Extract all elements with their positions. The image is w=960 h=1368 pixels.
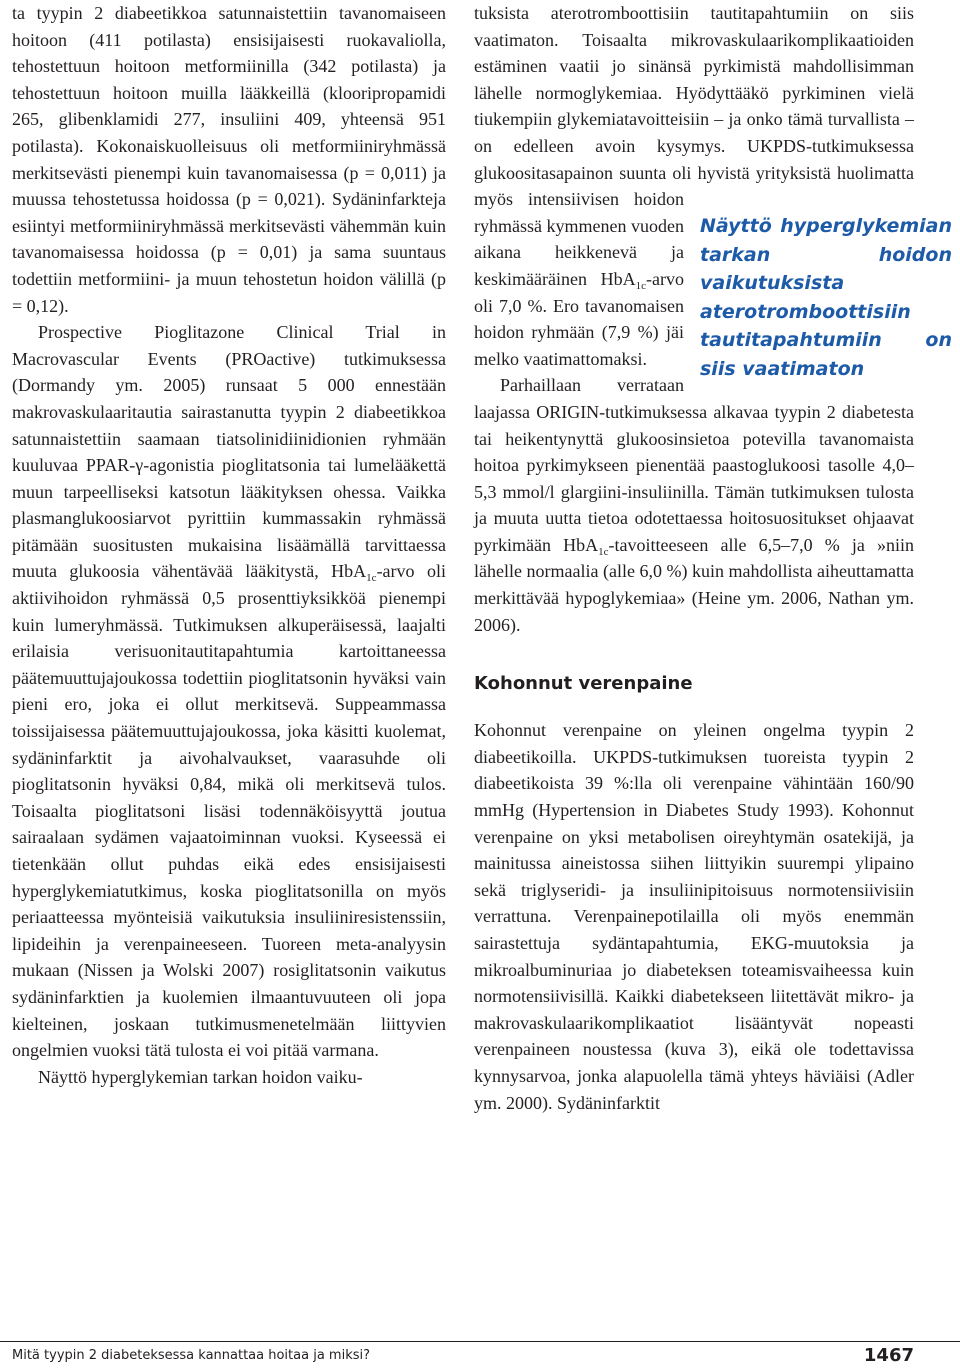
right-column-text [474,0,952,1116]
text-run: -arvo oli aktiivihoidon ryhmässä 0,5 prosenttiyksikköä pienempi kuin lumeryhmässä. Tutkimuksen alkuperäisessä, laajalti erilaisia verisuonitautitapahtumia kartoittaneessa päätemuuttujajoukossa todettiin pioglitatsonin hyväksi vain pieni ero, joka ei ollut merkitsevä. Suppeammassa toissijaisessa päätemuuttujajoukossa, joka käsitti kuolemat, sydäninfarktit ja aivohalvaukset, vaarasuhde oli pioglitatsonin hyväksi 0,84, mikä oli merkitsevä tulos. Toisaalta pioglitatsoni lisäsi todennäköisyyttä joutua sairaalaan sydämen vajaatoiminnan vuoksi. Kyseessä ei tietenkään ollut puhdas eikä edes ensisijaisesti hyperglykemiatutkimus, koska pioglitatsonilla on myös periaatteessa myönteisiä vaikutuksia insuliiniresistenssiin, lipideihin ja verenpaineeseen. Tuoreen meta-analyysin mukaan (Nissen ja Wolski 2007) rosiglitatsonin vaikutus sydäninfarktien ja kuolemien ilmaantuvuuteen oli jopa kielteinen, joskaan tutkimusmenetelmään liittyvien ongelmien vuoksi tätä tulosta ei voi pitää varmana. [12,561,446,1061]
body-paragraph: Näyttö hyperglykemian tarkan hoidon vaiku- [38,1066,363,1087]
text-run: Prospective Pioglitazone Clinical Trial in Macrovascular Events (PROactive) tutkimuksessa (Dormandy ym. 2005) runsaat 5 000 ennestään makrovaskulaaritautia sairastanutta tyypin 2 diabeetikkoa satunnaistettiin saamaan tiatsolinidiinidionien ryhmään kuuluvaa PPAR-γ-agonistia pioglitatsonia tai lumelääkettä muun tarpeelliseksi katsotun lääkityksen ohessa. Vaikka plasmanglukoosiarvot pyrittiin kummassakin ryhmässä pitämään suositusten mukaisina lisäämällä tarvittaessa muuta glukoosia vähentävää lääkitystä, HbA [12,322,446,582]
section-heading: Kohonnut verenpaine [474,673,693,695]
pull-quote: Näyttö hyperglykemian tarkan hoidon vaikutuksista aterotromboottisiin tautitapahtumiin on siis vaatimaton [700,215,952,380]
body-paragraph [12,319,446,1064]
text-run: tuksista aterotromboottisiin tautitapahtumiin on siis vaatimaton. Toisaalta mikrovaskulaarikomplikaatioiden estäminen vaatii jo sinänsä pyrkimistä mahdollisimman lähelle normoglykemiaa. Hyödyttääkö pyrkiminen vielä tiukempiin glykemiatavoitteisiin – ja onko tämä turvallista – on edelleen avoin kysymys. UKPDS-tutkimuksessa glukoositasapainon suunta oli hyvistä yrityksistä huolimatta myös intensiivisen hoidon ryhmässä kymmenen vuoden aikana heikkenevä ja keskimääräinen HbA [474,3,914,289]
body-paragraph [474,372,914,638]
subscript: 1c [598,545,609,558]
subscript: 1c [635,279,647,292]
body-paragraph: ta tyypin 2 diabeetikkoa satunnaistettiin tavanomaiseen hoitoon (411 potilasta) ensisijaisesti ruokavaliolla, tehostettuun hoitoon metformiinilla (342 potilasta) ja tehostettuun hoitoon muilla lääkkeillä (klooripropamidi 265, glibenklamidi 277, insuliini 409, yhteensä 951 potilasta). Kokonaiskuolleisuus oli metformiiniryhmässä merkitsevästi pienempi kuin tavanomaisessa (p = 0,011) ja muussa tehostetussa hoidossa (p = 0,021). Sydäninfarkteja esiintyi metformiiniryhmässä merkitsevästi vähemmän kuin tavanomaisessa hoidossa (p = 0,01) ja sama suuntaus todettiin metformiini- ja muun tehostetun hoidon välillä (p = 0,12). [12,3,446,316]
text-run: -arvo oli 7,0 %. Ero tavanomaisen hoidon ryhmään (7,9 %) jäi melko vaatimattomaksi. [474,268,684,369]
body-paragraph: Kohonnut verenpaine on yleinen ongelma tyypin 2 diabeetikoilla. UKPDS-tutkimuksen tuoreista tyypin 2 diabeetikoista 39 %:lla oli verenpaine vähintään 160/90 mmHg (Hypertension in Diabetes Study 1993). Kohonnut verenpaine on yksi metabolisen oireyhtymän osatekijä, ja mainitussa aineistossa siihen liittyikin suurempi ylipaino sekä triglyseridi- ja insuliinipitoisuus normotensiivisiin verrattuna. Verenpainepotilailla oli myös enemmän sairastettuja sydäntapahtumia, EKG-muutoksia ja mikroalbuminuriaa jo diabeteksen toteamisvaiheessa kuin normotensiivisillä. Kaikki diabetekseen liitettävät mikro- ja makrovaskulaarikomplikaatiot lisääntyvät nopeasti verenpaineen noustessa (kuva 3), eikä ole todettavissa kynnysarvoa, jonka alapuolella tämä yhteys häviäisi (Adler ym. 2000). Sydäninfarktit [474,720,914,1113]
body-paragraph [474,0,952,380]
running-title: Mitä tyypin 2 diabeteksessa kannattaa hoitaa ja miksi? [12,1348,371,1363]
page-number: 1467 [863,1345,914,1366]
text-run: -tavoitteeseen alle 6,5–7,0 % ja »niin lähelle normaalia (alle 6,0 %) kuin mahdollista aiheuttamatta merkittävää hypoglykemiaa» (Heine ym. 2006, Nathan ym. 2006). [474,534,914,635]
text-run: Parhaillaan verrataan laajassa ORIGIN-tutkimuksessa alkavaa tyypin 2 diabetesta tai heikentynyttä glukoosinsietoa potevilla tavanomaista hoitoa pyrkimykseen pienentää paastoglukoosi tasolle 4,0–5,3 mmol/l glargiini-insuliinilla. Tämän tutkimuksen tulosta ja muuta uutta tietoa odotettaessa hoitosuositukset ohjaavat pyrkimään HbA [474,375,914,555]
subscript: 1c [366,572,377,585]
left-column [12,0,446,1090]
footer-rule [0,1341,960,1342]
